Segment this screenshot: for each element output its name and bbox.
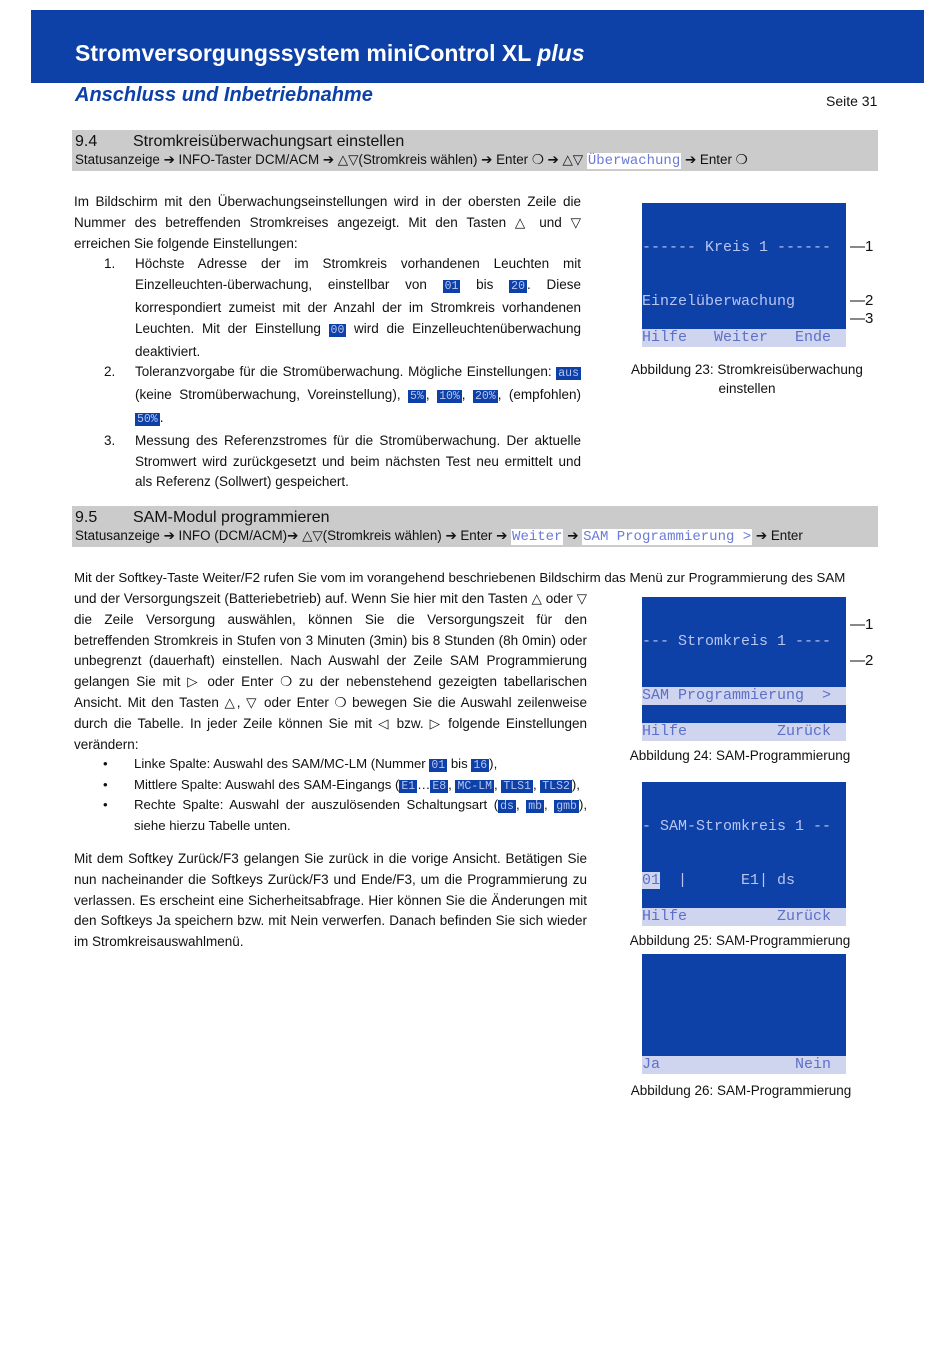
settings-list — [74, 254, 581, 493]
chapter-subtitle: Anschluss und Inbetriebnahme — [75, 84, 373, 106]
figure-caption: Abbildung 24: SAM-Programmierung — [629, 748, 851, 763]
lcd-screen-sam-menu — [642, 597, 846, 741]
section-9-5-intro-line: Mit der Softkey-Taste Weiter/F2 rufen Sie vom im vorangehend beschriebenen Bildschirm das Menü zur Programmierung des SAM — [74, 570, 846, 585]
title-main: Stromversorgungssystem miniControl XL — [75, 40, 531, 66]
section-9-4-header — [72, 130, 878, 171]
list-item: • Mittlere Spalte: Auswahl des SAM-Eingangs ( E1 … E8 , MC-LM , TLS1 , TLS2 ), — [103, 776, 580, 793]
callout-marker: —2 — [850, 292, 874, 309]
page-number: Seite 31 — [826, 93, 878, 109]
code-value: 20 — [511, 280, 525, 294]
callout-marker: —1 — [850, 616, 874, 633]
lcd-row: 01 | E1| ds — [642, 872, 796, 889]
lcd-empty-row — [642, 990, 846, 1008]
callout-marker: —3 — [850, 310, 874, 327]
lcd-row: --- Stromkreis 1 ---- — [642, 633, 832, 650]
figure-caption: Abbildung 26: SAM-Programmierung — [630, 1083, 852, 1098]
code-value: 20% — [475, 390, 496, 404]
navigation-path — [75, 152, 748, 169]
path-code: Überwachung — [587, 153, 681, 169]
callout-marker: —1 — [850, 238, 874, 255]
section-number: 9.4 — [75, 133, 98, 150]
paragraph: und der Versorgungszeit (Batteriebetrieb) auf. Wenn Sie hier mit den Tasten △ oder ▽ die Zeile Versorgung auswählen, können Sie die Versorgungszeit für den betreffenden Stromkreis in Stufen von 3 Minuten (3min) bis 8 Stunden (8h 0min) oder unbegrenzt (dauerhaft) einstellen. Nach Auswahl der Zeile SAM Programmierung gelangen Sie mit ▷ oder Enter ❍ zu der nebenstehend gezeigten tabellarischen Ansicht. Mit den Tasten △, ▽ oder Enter ❍ bewegen Sie die Auswahl zeilenweise durch die Tabelle. In jeder Zeile können Sie mit ◁ bzw. ▷ folgende Einstellungen verändern: — [74, 591, 587, 752]
column-options-list — [74, 755, 587, 835]
code-value: 10% — [439, 390, 460, 404]
path-code: Weiter — [512, 529, 563, 545]
figure-caption: Abbildung 23: Stromkreisüberwachung einstellen — [631, 362, 863, 396]
list-item: 1. Höchste Adresse der im Stromkreis vorhandenen Leuchten mit Einzelleuchten-überwachung, einstellbar von 01 bis 20 . Diese korrespondiert zumeist mit der Anzahl der im Stromkreis vorhandenen Leuchten. Mit der Einstellung 00 wird die Einzelleuchtenüberwachung deaktiviert. — [104, 256, 582, 359]
code-value: aus — [558, 367, 579, 381]
item-number: 3. — [104, 432, 116, 448]
section-title: Stromkreisüberwachungsart einstellen — [133, 133, 405, 150]
lcd-screen-circuit-monitoring — [642, 203, 846, 347]
lcd-screen-save-prompt — [642, 954, 846, 1074]
callout-marker: —2 — [850, 652, 874, 669]
section-number: 9.5 — [75, 509, 98, 526]
list-item: • Rechte Spalte: Auswahl der auszulösenden Schaltungsart ( ds , mb , gmb ), siehe hierzu Tabelle unten. — [103, 797, 588, 833]
section-9-5-body — [74, 589, 587, 835]
list-item: • Linke Spalte: Auswahl des SAM/MC-LM (Nummer 01 bis 16 ), — [103, 756, 498, 773]
figure-caption: Abbildung 25: SAM-Programmierung — [629, 933, 851, 948]
code-value: 5% — [410, 390, 424, 404]
lcd-selected-value: 01 — [642, 872, 661, 889]
path-text: Statusanzeige ➔ INFO-Taster DCM/ACM ➔ △▽(Stromkreis wählen) ➔ Enter ❍ ➔ △▽ — [75, 152, 587, 167]
path-code: SAM Programmierung > — [583, 529, 752, 545]
path-text-end: ➔ Enter ❍ — [681, 152, 748, 167]
code-value: 50% — [137, 412, 158, 426]
code-value: 00 — [330, 323, 345, 337]
list-item: 3. Messung des Referenzstromes für die Stromüberwachung. Der aktuelle Stromwert wird zurückgesetzt und beim nächsten Test neu ermittelt und als Referenz (Sollwert) gespeichert. — [104, 432, 581, 490]
item-number: 1. — [104, 256, 116, 272]
lcd-row: - SAM-Stromkreis 1 -- — [642, 818, 832, 835]
section-9-5-header — [72, 506, 878, 547]
section-9-5-closing-paragraph: Mit dem Softkey Zurück/F3 gelangen Sie zurück in die vorige Ansicht. Betätigen Sie nun nacheinander die Softkeys Zurück/F3 und Ende/F3, um die Programmierung zu verlassen. Es erscheint eine Sicherheitsabfrage. Hier können Sie die Änderungen mit den Softkeys Ja speichern bzw. mit Nein verwerfen. Danach befinden Sie sich wieder im Stromkreisauswahlmenü. — [74, 851, 587, 950]
title-italic: plus — [537, 40, 585, 66]
section-9-4-body — [74, 192, 581, 493]
navigation-path: Statusanzeige ➔ INFO (DCM/ACM)➔ △▽(Stromkreis wählen) ➔ Enter ➔ Weiter ➔ SAM Programmierung > ➔ Enter — [75, 528, 803, 545]
lcd-screen-sam-table — [642, 782, 846, 926]
code-value: 01 — [444, 280, 459, 294]
lcd-softkey-bar: Hilfe Zurück — [642, 908, 846, 926]
lcd-selected-row: SAM Programmierung > — [642, 687, 846, 705]
lcd-softkey-bar: Ja Nein — [642, 1056, 846, 1074]
item-number: 2. — [104, 364, 116, 380]
document-title — [75, 40, 585, 67]
lcd-softkey-bar: Hilfe Weiter Ende — [642, 329, 846, 347]
lcd-row: ------ Kreis 1 ------ — [642, 239, 832, 256]
lcd-row: Einzelüberwachung — [642, 293, 796, 310]
section-title: SAM-Modul programmieren — [133, 509, 330, 526]
lcd-softkey-bar: Hilfe Zurück — [642, 723, 846, 741]
intro-paragraph: Im Bildschirm mit den Überwachungseinstellungen wird in der obersten Zeile die Nummer des betreffenden Stromkreises angezeigt. Mit den Tasten △ und ▽ erreichen Sie folgende Einstellungen: — [74, 194, 581, 251]
list-item: 2. Toleranzvorgabe für die Stromüberwachung. Mögliche Einstellungen: aus (keine Stromüberwachung, Voreinstellung), 5% , 10% , 20% , (empfohlen) 50% . — [104, 364, 581, 426]
